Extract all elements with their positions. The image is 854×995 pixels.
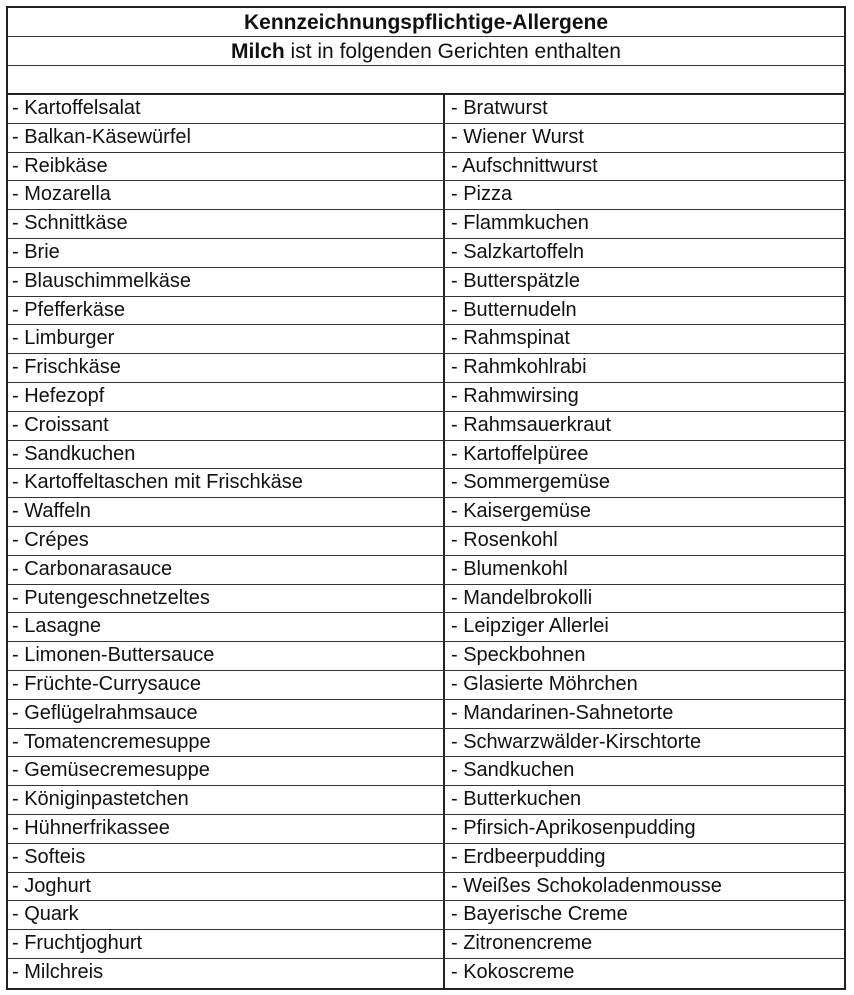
dish-list (8, 95, 844, 988)
dish-cell-right: - Kartoffelpüree (451, 442, 589, 465)
dish-cell-right: - Zitronencreme (451, 932, 593, 955)
dish-cell-right: - Speckbohnen (451, 644, 586, 667)
dish-cell-right: - Rahmspinat (451, 327, 570, 350)
dish-cell-left: - Kartoffelsalat (8, 95, 445, 123)
dish-cell-left: - Milchreis (8, 959, 445, 988)
table-row (8, 729, 844, 758)
dish-cell-right: - Rosenkohl (451, 528, 558, 551)
dish-cell-right: - Kaisergemüse (451, 500, 592, 523)
dish-cell-left: - Früchte-Currysauce (8, 671, 445, 699)
table-row (8, 642, 844, 671)
dish-cell-right: - Butterspätzle (451, 269, 580, 292)
table-row (8, 959, 844, 988)
dish-cell-left: - Quark (8, 901, 445, 929)
table-row (8, 153, 844, 182)
dish-cell-left: - Hühnerfrikassee (8, 815, 445, 843)
table-row (8, 757, 844, 786)
dish-cell-right: - Butternudeln (451, 298, 577, 321)
dish-cell-right: - Kokoscreme (451, 960, 575, 983)
table-row (8, 498, 844, 527)
dish-cell-right: - Aufschnittwurst (451, 154, 598, 177)
dish-cell-left: - Hefezopf (8, 383, 445, 411)
dish-cell-left: - Joghurt (8, 873, 445, 901)
dish-cell-left: - Balkan-Käsewürfel (8, 124, 445, 152)
dish-cell-left: - Frischkäse (8, 354, 445, 382)
table-row (8, 786, 844, 815)
dish-cell-right: - Flammkuchen (451, 212, 589, 235)
table-row (8, 181, 844, 210)
dish-cell-left: - Croissant (8, 412, 445, 440)
table-row (8, 268, 844, 297)
dish-cell-left: - Schnittkäse (8, 210, 445, 238)
table-row (8, 297, 844, 326)
dish-cell-right: - Rahmkohlrabi (451, 356, 587, 379)
table-row (8, 469, 844, 498)
table-row (8, 585, 844, 614)
dish-cell-left: - Reibkäse (8, 153, 445, 181)
table-title: Kennzeichnungspflichtige-Allergene (8, 8, 844, 37)
dish-cell-left: - Kartoffeltaschen mit Frischkäse (8, 469, 445, 497)
table-row (8, 383, 844, 412)
dish-cell-left: - Sandkuchen (8, 441, 445, 469)
dish-cell-right: - Pizza (451, 183, 513, 206)
dish-cell-right: - Bayerische Creme (451, 903, 628, 926)
dish-cell-left: - Softeis (8, 844, 445, 872)
dish-cell-left: - Tomatencremesuppe (8, 729, 445, 757)
table-row (8, 901, 844, 930)
dish-cell-right: - Mandarinen-Sahnetorte (451, 701, 674, 724)
dish-cell-right: - Leipziger Allerlei (451, 615, 609, 638)
subtitle-text: ist in folgenden Gerichten enthalten (284, 40, 621, 63)
dish-cell-right: - Salzkartoffeln (451, 240, 585, 263)
dish-cell-left: - Waffeln (8, 498, 445, 526)
dish-cell-right: - Weißes Schokoladenmousse (451, 874, 722, 897)
table-row (8, 700, 844, 729)
dish-cell-left: - Limburger (8, 325, 445, 353)
dish-cell-left: - Brie (8, 239, 445, 267)
dish-cell-left: - Carbonarasauce (8, 556, 445, 584)
dish-cell-right: - Mandelbrokolli (451, 586, 593, 609)
dish-cell-right: - Glasierte Möhrchen (451, 672, 638, 695)
dish-cell-left: - Geflügelrahmsauce (8, 700, 445, 728)
table-row (8, 210, 844, 239)
dish-cell-right: - Rahmsauerkraut (451, 413, 612, 436)
dish-cell-left: - Crépes (8, 527, 445, 555)
table-row (8, 671, 844, 700)
dish-cell-right: - Bratwurst (451, 97, 548, 119)
dish-cell-left: - Putengeschnetzeltes (8, 585, 445, 613)
dish-cell-right: - Sommergemüse (451, 471, 610, 494)
allergen-table (6, 6, 846, 990)
table-row (8, 873, 844, 902)
dish-cell-right: - Blumenkohl (451, 557, 568, 580)
dish-cell-right: - Erdbeerpudding (451, 845, 606, 868)
table-row (8, 325, 844, 354)
dish-cell-left: - Gemüsecremesuppe (8, 757, 445, 785)
table-row (8, 844, 844, 873)
table-row (8, 95, 844, 124)
table-row (8, 239, 844, 268)
table-row (8, 556, 844, 585)
dish-cell-left: - Limonen-Buttersauce (8, 642, 445, 670)
table-row (8, 412, 844, 441)
dish-cell-left: - Pfefferkäse (8, 297, 445, 325)
empty-row (8, 66, 844, 95)
dish-cell-left: - Königinpastetchen (8, 786, 445, 814)
dish-cell-right: - Rahmwirsing (451, 384, 579, 407)
table-row (8, 930, 844, 959)
dish-cell-right: - Schwarzwälder-Kirschtorte (451, 730, 702, 753)
table-row (8, 441, 844, 470)
dish-cell-left: - Mozarella (8, 181, 445, 209)
table-row (8, 815, 844, 844)
dish-cell-right: - Wiener Wurst (451, 125, 584, 148)
table-subtitle (8, 37, 844, 66)
dish-cell-right: - Butterkuchen (451, 788, 582, 811)
dish-cell-left: - Lasagne (8, 613, 445, 641)
table-row (8, 124, 844, 153)
table-row (8, 613, 844, 642)
table-row (8, 527, 844, 556)
dish-cell-left: - Fruchtjoghurt (8, 930, 445, 958)
dish-cell-left: - Blauschimmelkäse (8, 268, 445, 296)
allergen-name: Milch (231, 40, 285, 63)
table-row (8, 354, 844, 383)
dish-cell-right: - Sandkuchen (451, 759, 575, 782)
dish-cell-right: - Pfirsich-Aprikosenpudding (451, 816, 696, 839)
